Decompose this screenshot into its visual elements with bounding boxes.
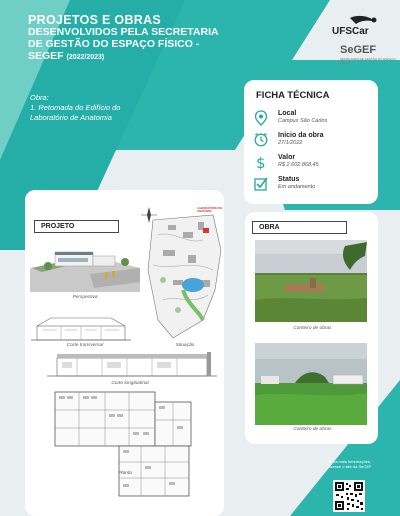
map-tag-label: LABORATÓRIO DE ANATOMIA: [197, 206, 223, 214]
title-line-3: DE GESTÃO DO ESPAÇO FÍSICO -: [28, 38, 200, 50]
footer-note: [320, 459, 380, 469]
projeto-label: PROJETO: [34, 220, 119, 233]
local-value: Campus São Carlos: [278, 118, 328, 124]
segef-logo-subtitle: SECRETARIA DE GESTÃO DO ESPAÇO FÍSICO: [340, 57, 396, 65]
valor-value: R$ 2.602.868,45: [278, 162, 319, 168]
title-line-1: PROJETOS E OBRAS: [28, 13, 162, 27]
ficha-title: FICHA TÉCNICA: [256, 90, 330, 101]
clock-icon: [254, 132, 268, 148]
qr-code[interactable]: [333, 480, 365, 512]
caption-obra-1: Canteiro de obras: [293, 326, 332, 331]
ficha-tecnica-card: [244, 80, 378, 204]
caption-perspectiva: Perspectiva: [72, 295, 98, 300]
segef-logo: [340, 44, 400, 65]
segef-logo-text: SeGEF: [340, 44, 377, 56]
location-pin-icon: [254, 110, 268, 126]
perspectiva-render: [30, 238, 140, 292]
caption-corte-transversal: Corte transversal: [66, 343, 104, 348]
local-label: Local: [278, 110, 297, 117]
title-line-2: DESENVOLVIDOS PELA SECRETARIA: [28, 26, 219, 38]
caption-obra-2: Canteiro de obras: [293, 427, 332, 432]
status-label: Status: [278, 176, 300, 183]
corte-transversal-drawing: [31, 316, 131, 342]
checkbox-check-icon: [254, 176, 268, 192]
obra-name-line-2: Laboratório de Anatomia: [30, 113, 112, 122]
footer-note-line-2: acesse o site da SeGEF: [328, 464, 372, 469]
planta-drawing: [49, 390, 209, 500]
caption-situacao: Situação: [175, 343, 195, 348]
obra-card: [245, 212, 378, 444]
status-value: Em andamento: [278, 184, 316, 190]
page-title: [28, 14, 268, 64]
valor-label: Valor: [278, 154, 296, 161]
svg-text:$: $: [256, 154, 266, 170]
ufscar-logo-text: UFSCar: [332, 26, 369, 37]
obra-info: [30, 93, 120, 123]
inicio-value: 27/1/2022: [278, 140, 303, 146]
situacao-map: [143, 210, 223, 340]
caption-corte-longitudinal: Corte longitudinal: [111, 381, 149, 386]
inicio-label: Início da obra: [278, 132, 324, 139]
obra-label: Obra:: [30, 93, 49, 102]
obra-name-line-1: 1. Retomada do Edifício do: [30, 103, 121, 112]
corte-longitudinal-drawing: [47, 350, 217, 378]
construction-photo-2: [255, 343, 367, 425]
footer-note-line-1: Para mais informações,: [328, 459, 371, 464]
construction-photo-1: [255, 240, 367, 322]
title-year: (2022/2023): [66, 54, 105, 61]
title-line-4: SEGEF: [28, 50, 64, 62]
caption-planta: Planta: [118, 471, 132, 476]
dollar-icon: [254, 154, 268, 170]
ufscar-logo: [330, 14, 380, 38]
obra-card-label: OBRA: [252, 221, 347, 234]
projeto-card: [25, 190, 224, 516]
